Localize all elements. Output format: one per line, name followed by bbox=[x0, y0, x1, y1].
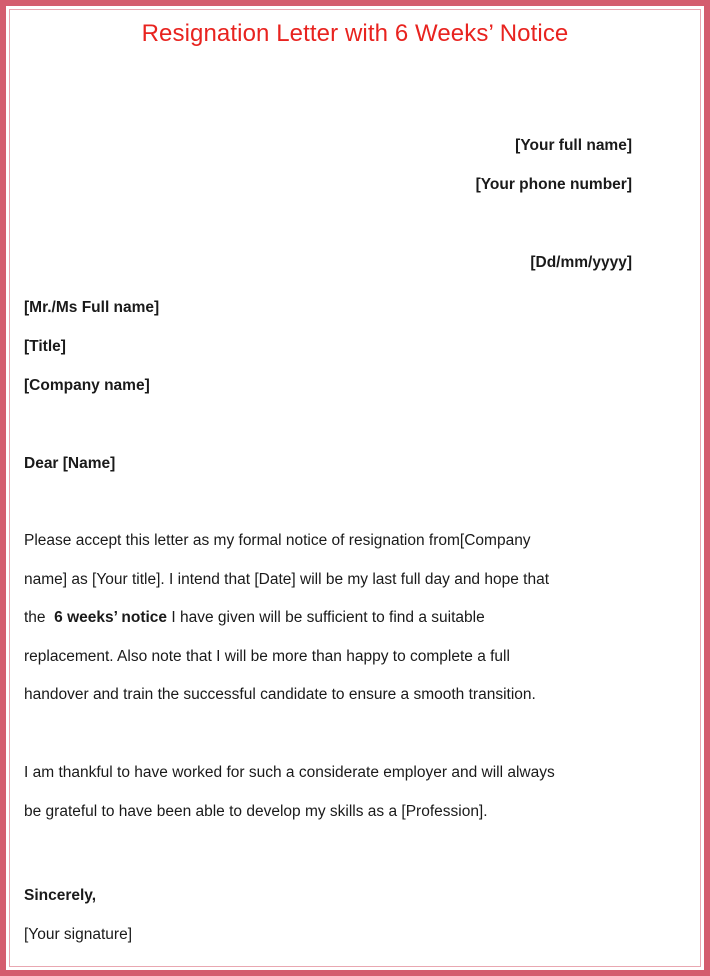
paragraph1-line3-prefix: the bbox=[24, 609, 55, 626]
salutation: Dear [Name] bbox=[24, 455, 116, 472]
paragraph1-line2: name] as [Your title]. I intend that [Date] will be my last full day and hope that bbox=[24, 571, 550, 588]
sender-full-name: [Your full name] bbox=[515, 137, 632, 154]
recipient-name: [Mr./Ms Full name] bbox=[24, 299, 160, 316]
paragraph1-line3 bbox=[24, 609, 485, 627]
notice-period-emphasis: 6 weeks’ notice bbox=[54, 609, 168, 626]
paragraph2-line2: be grateful to have been able to develop my skills as a [Profession]. bbox=[24, 803, 488, 820]
closing: Sincerely, bbox=[24, 887, 97, 904]
signature-placeholder: [Your signature] bbox=[24, 926, 133, 943]
paragraph2-line1: I am thankful to have worked for such a considerate employer and will always bbox=[24, 764, 555, 781]
letter-date: [Dd/mm/yyyy] bbox=[530, 254, 632, 271]
paragraph1-line3-suffix: I have given will be sufficient to find a suitable bbox=[167, 609, 485, 626]
sender-phone: [Your phone number] bbox=[475, 176, 632, 193]
recipient-title: [Title] bbox=[24, 338, 66, 355]
recipient-company: [Company name] bbox=[24, 377, 150, 394]
paragraph1-line5: handover and train the successful candidate to ensure a smooth transition. bbox=[24, 686, 536, 703]
paragraph1-line4: replacement. Also note that I will be more than happy to complete a full bbox=[24, 648, 510, 665]
paragraph1-line1: Please accept this letter as my formal notice of resignation from[Company bbox=[24, 532, 531, 549]
letter-title: Resignation Letter with 6 Weeks’ Notice bbox=[141, 20, 569, 47]
